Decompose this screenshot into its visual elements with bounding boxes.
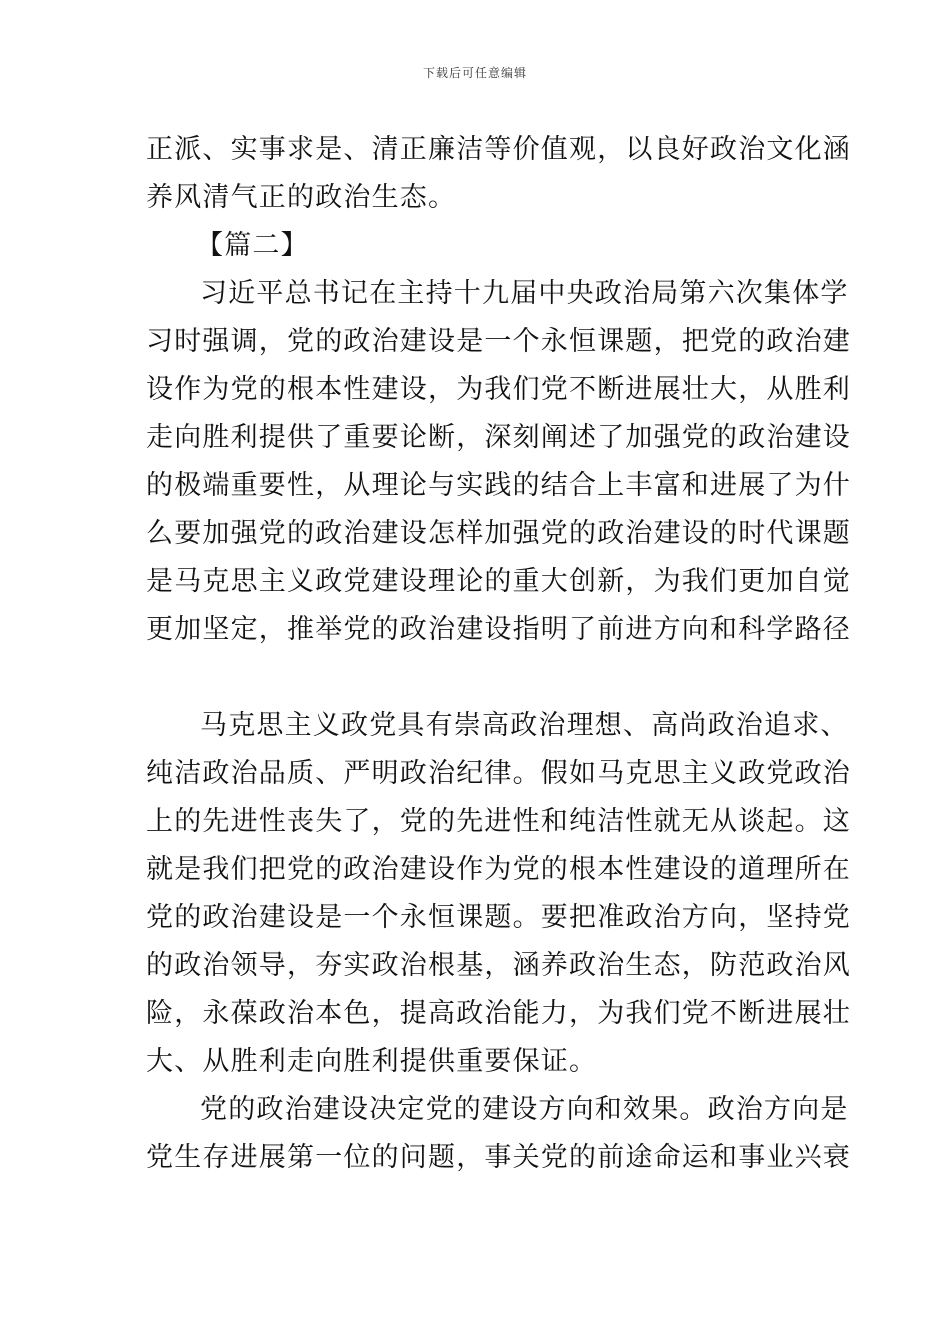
paragraph-line: 险，永葆政治本色，提高政治能力，为我们党不断进展壮 [146, 998, 851, 1029]
paragraph-line: 设作为党的根本性建设，为我们党不断进展壮大，从胜利 [146, 374, 851, 405]
paragraph-line: 党的政治建设决定党的建设方向和效果。政治方向是 [200, 1094, 849, 1125]
paragraph-line: 上的先进性丧失了，党的先进性和纯洁性就无从谈起。这 [146, 806, 851, 837]
paragraph-line: 更加坚定，推举党的政治建设指明了前进方向和科学路径 [146, 614, 851, 645]
paragraph-line: 的极端重要性，从理论与实践的结合上丰富和进展了为什 [146, 470, 851, 501]
paragraph-line: 的政治领导，夯实政治根基，涵养政治生态，防范政治风 [146, 950, 851, 981]
paragraph-line: 是马克思主义政党建设理论的重大创新，为我们更加自觉 [146, 566, 851, 597]
document-body [146, 126, 851, 1182]
paragraph-line: 党的政治建设是一个永恒课题。要把准政治方向，坚持党 [146, 902, 851, 933]
paragraph-line: 党生存进展第一位的问题，事关党的前途命运和事业兴衰 [146, 1142, 851, 1173]
paragraph-gap [146, 654, 806, 702]
paragraph-line: 马克思主义政党具有崇高政治理想、高尚政治追求、 [200, 710, 849, 741]
page-header-note: 下载后可任意编辑 [422, 66, 527, 80]
paragraph-line: 养风清气正的政治生态。 [146, 182, 457, 213]
paragraph-line: 习时强调，党的政治建设是一个永恒课题，把党的政治建 [146, 326, 851, 357]
paragraph-line: 正派、实事求是、清正廉洁等价值观，以良好政治文化涵 [146, 134, 851, 165]
paragraph-line: 么要加强党的政治建设怎样加强党的政治建设的时代课题 [146, 518, 851, 549]
paragraph-line: 走向胜利提供了重要论断，深刻阐述了加强党的政治建设 [146, 422, 851, 453]
paragraph-line: 大、从胜利走向胜利提供重要保证。 [146, 1046, 598, 1077]
paragraph-line: 习近平总书记在主持十九届中央政治局第六次集体学 [200, 278, 849, 309]
paragraph-line: 纯洁政治品质、严明政治纪律。假如马克思主义政党政治 [146, 758, 851, 789]
paragraph-line: 就是我们把党的政治建设作为党的根本性建设的道理所在 [146, 854, 851, 885]
section-title: 【篇二】 [196, 230, 309, 261]
